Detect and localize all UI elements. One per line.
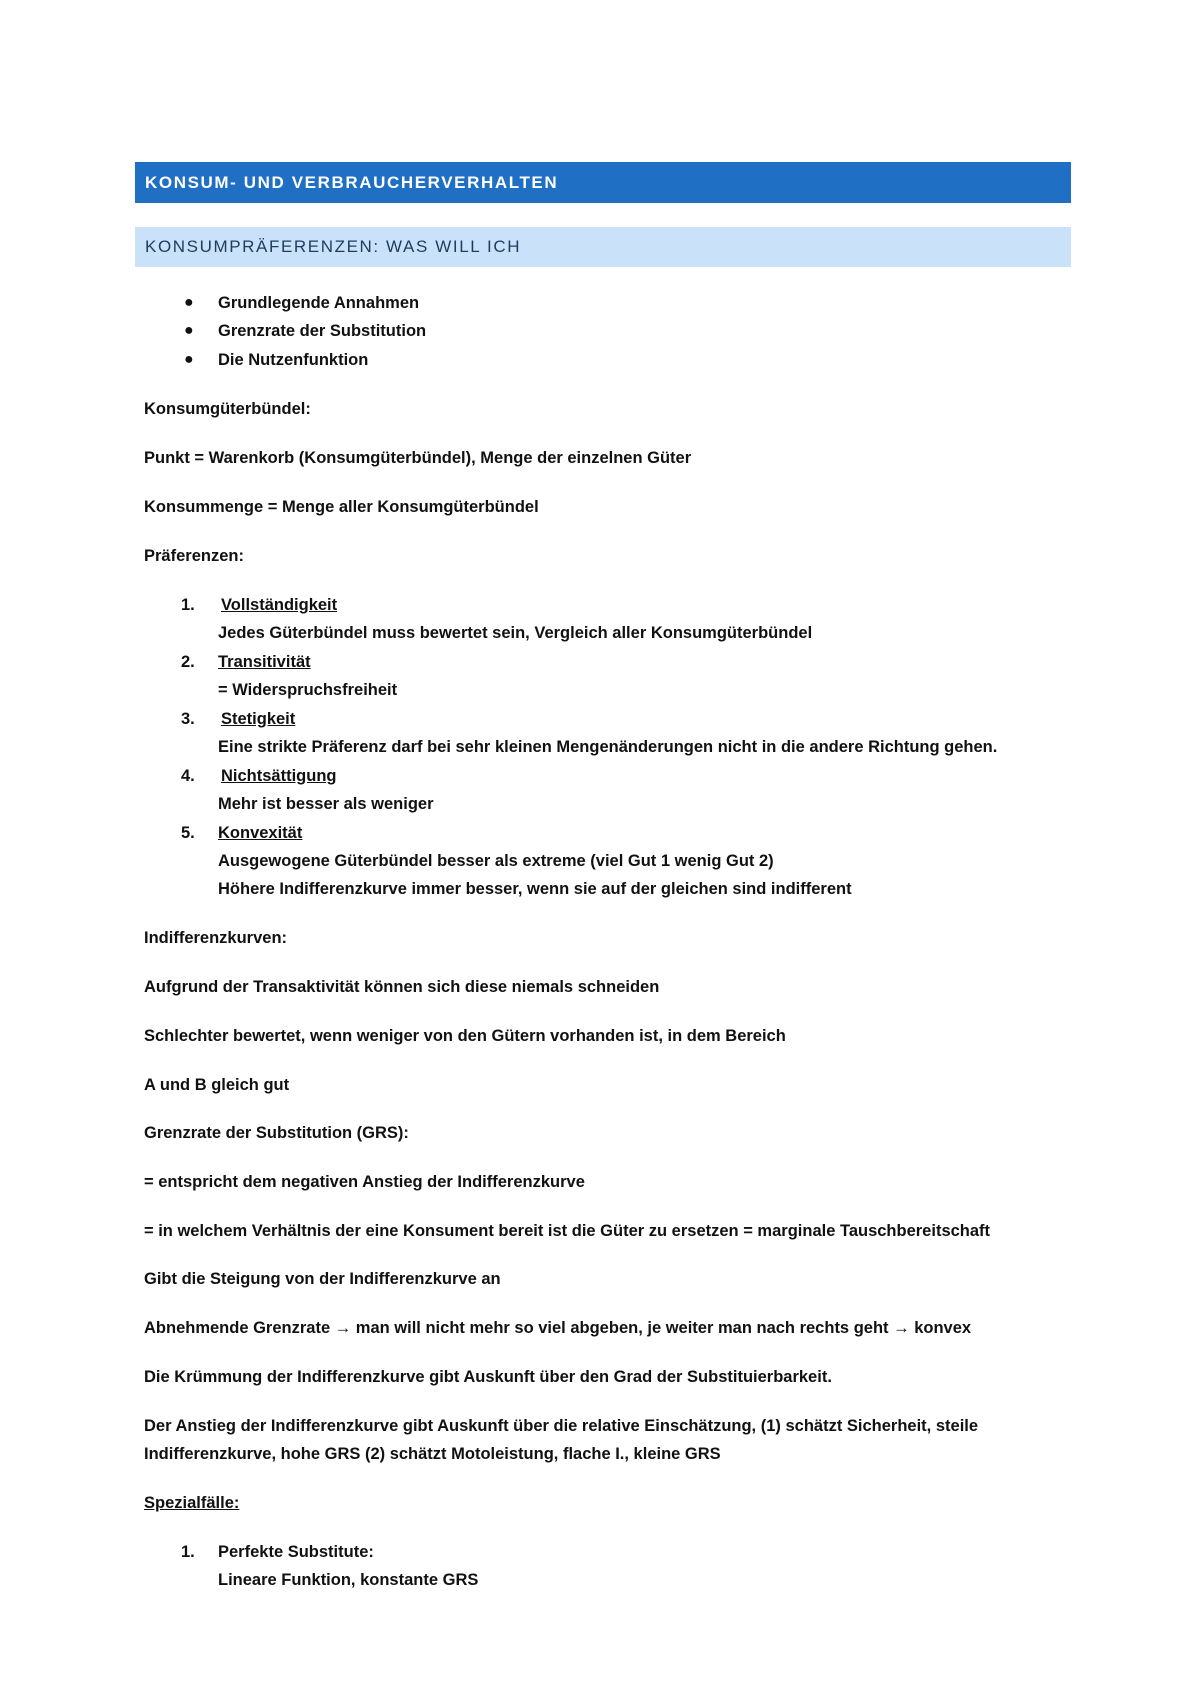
list-item-text: = Widerspruchsfreiheit <box>218 681 398 699</box>
list-item-title: Transitivität <box>218 653 311 671</box>
list-item-text: Höhere Indifferenzkurve immer besser, wenn sie auf der gleichen sind indifferent <box>218 880 852 898</box>
paragraph: Punkt = Warenkorb (Konsumgüterbündel), Menge der einzelnen Güter <box>144 449 692 467</box>
bullet-icon: ● <box>184 294 194 311</box>
paragraph: Gibt die Steigung von der Indifferenzkurve an <box>144 1270 501 1288</box>
list-item-title: Stetigkeit <box>221 710 296 728</box>
bullet-item: Die Nutzenfunktion <box>218 351 369 369</box>
heading-1: KONSUM- UND VERBRAUCHERVERHALTEN <box>135 162 1071 203</box>
section-heading: Präferenzen: <box>144 547 244 565</box>
list-item-title: Konvexität <box>218 824 303 842</box>
list-number: 3. <box>181 710 195 728</box>
paragraph: = entspricht dem negativen Anstieg der Indifferenzkurve <box>144 1173 585 1191</box>
paragraph: Die Krümmung der Indifferenzkurve gibt Auskunft über den Grad der Substituierbarkeit. <box>144 1368 832 1386</box>
paragraph: = in welchem Verhältnis der eine Konsument bereit ist die Güter zu ersetzen = marginale Tauschbereitschaft <box>144 1222 991 1240</box>
list-item-title: Nichtsättigung <box>221 767 337 785</box>
list-number: 1. <box>181 596 195 614</box>
paragraph: Der Anstieg der Indifferenzkurve gibt Auskunft über die relative Einschätzung, (1) schätzt Sicherheit, steile <box>144 1417 979 1435</box>
list-number: 4. <box>181 767 195 785</box>
section-heading: Spezialfälle: <box>144 1494 240 1512</box>
section-heading: Grenzrate der Substitution (GRS): <box>144 1124 409 1142</box>
list-item-text: Jedes Güterbündel muss bewertet sein, Vergleich aller Konsumgüterbündel <box>218 624 813 642</box>
paragraph: Abnehmende Grenzrate → man will nicht mehr so viel abgeben, je weiter man nach rechts geht → konvex <box>144 1319 972 1337</box>
list-number: 2. <box>181 653 195 671</box>
list-item-text: Eine strikte Präferenz darf bei sehr kleinen Mengenänderungen nicht in die andere Richtung gehen. <box>218 738 998 756</box>
bullet-item: Grenzrate der Substitution <box>218 322 427 340</box>
list-item-text: Ausgewogene Güterbündel besser als extreme (viel Gut 1 wenig Gut 2) <box>218 852 774 870</box>
list-item-title: Vollständigkeit <box>221 596 338 614</box>
list-number: 5. <box>181 824 195 842</box>
paragraph: A und B gleich gut <box>144 1076 290 1094</box>
section-heading: Indifferenzkurven: <box>144 929 288 947</box>
bullet-icon: ● <box>184 351 194 368</box>
heading-2: KONSUMPRÄFERENZEN: WAS WILL ICH <box>135 227 1071 267</box>
list-item-title: Perfekte Substitute: <box>218 1543 374 1561</box>
paragraph: Indifferenzkurve, hohe GRS (2) schätzt Motoleistung, flache I., kleine GRS <box>144 1445 721 1463</box>
list-item-text: Mehr ist besser als weniger <box>218 795 434 813</box>
paragraph: Aufgrund der Transaktivität können sich diese niemals schneiden <box>144 978 660 996</box>
paragraph: Konsummenge = Menge aller Konsumgüterbündel <box>144 498 539 516</box>
bullet-item: Grundlegende Annahmen <box>218 294 420 312</box>
list-number: 1. <box>181 1543 195 1561</box>
paragraph: Schlechter bewertet, wenn weniger von den Gütern vorhanden ist, in dem Bereich <box>144 1027 786 1045</box>
list-item-text: Lineare Funktion, konstante GRS <box>218 1571 479 1589</box>
section-heading: Konsumgüterbündel: <box>144 400 311 418</box>
bullet-icon: ● <box>184 322 194 339</box>
